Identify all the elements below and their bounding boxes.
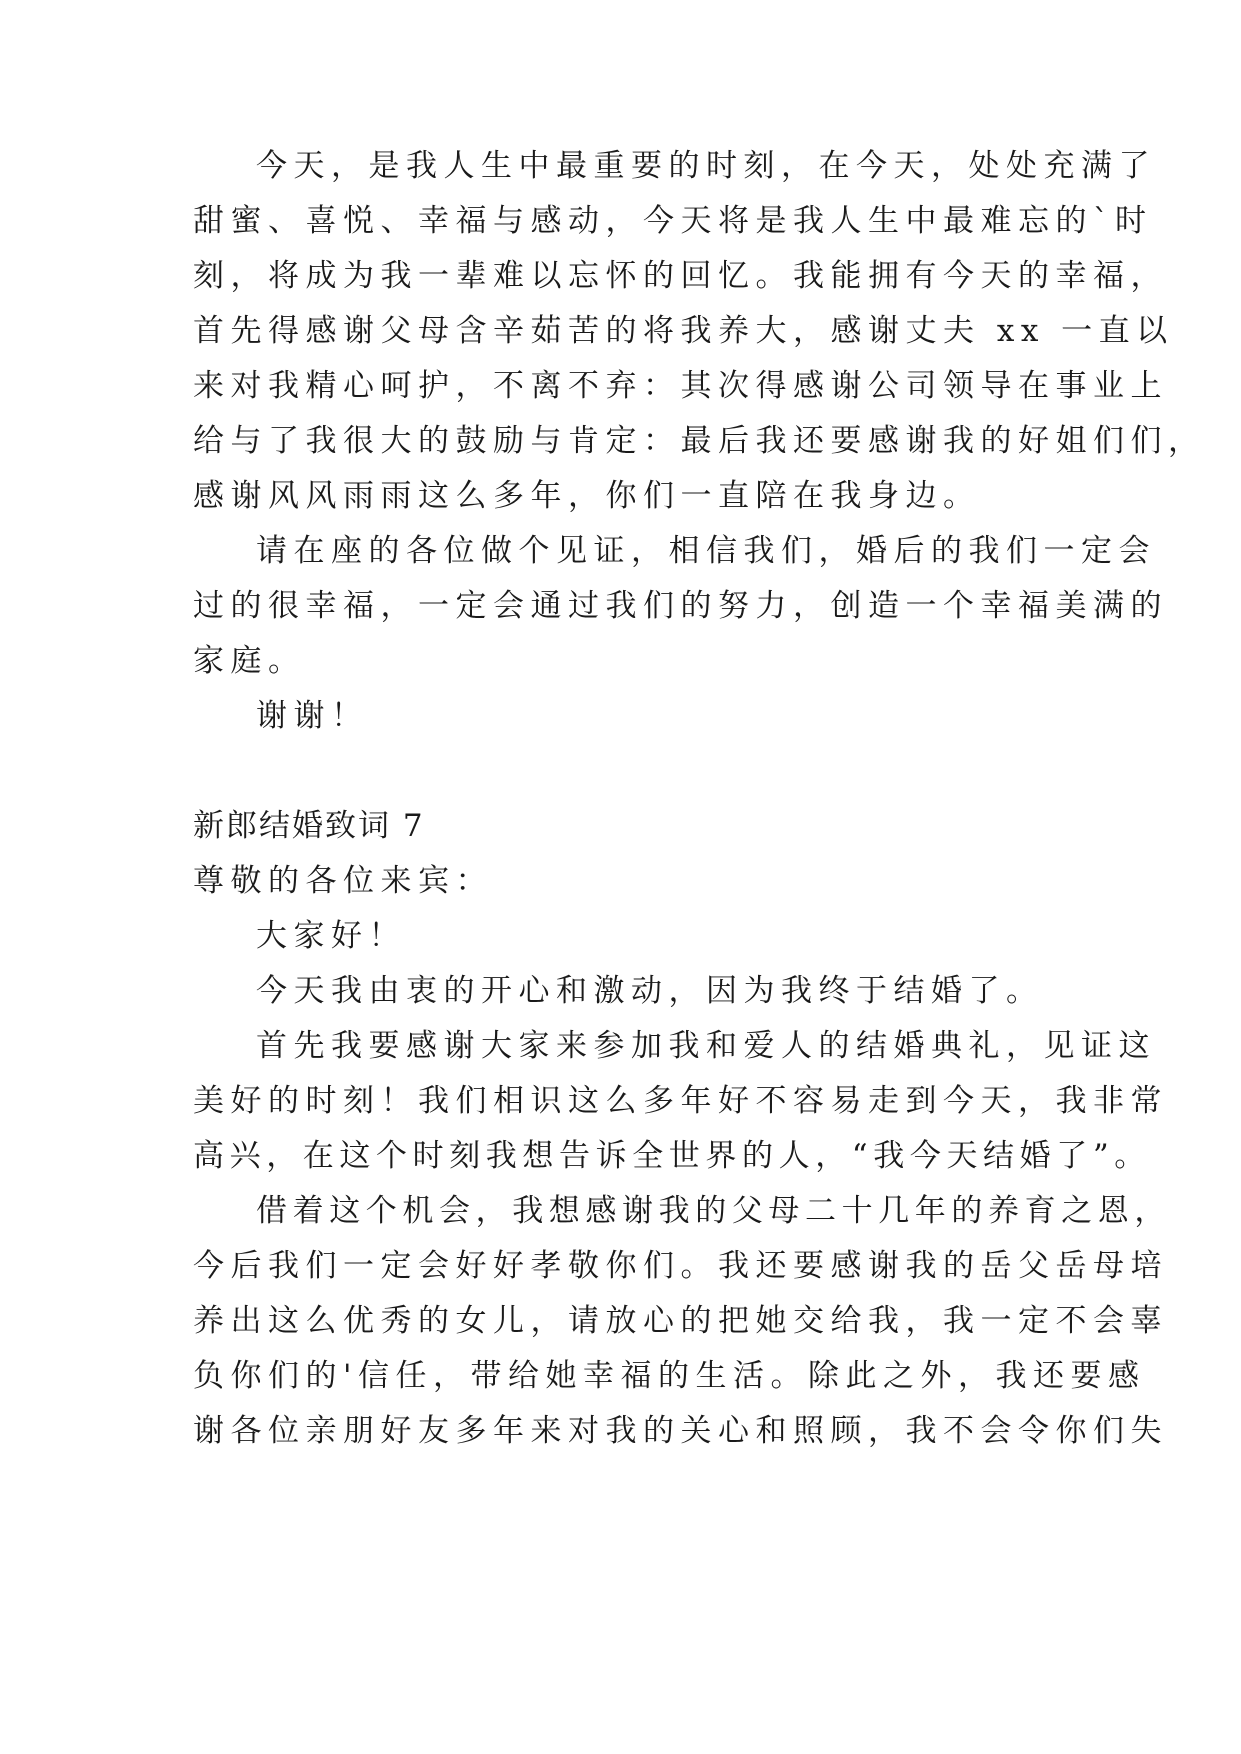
paragraph-line: 给与了我很大的鼓励与肯定：最后我还要感谢我的好姐们们， (193, 423, 1206, 459)
paragraph-line: 家庭。 (193, 643, 306, 679)
paragraph-line: 感谢风风雨雨这么多年，你们一直陪在我身边。 (193, 478, 981, 514)
paragraph-line: 负你们的'信任，带给她幸福的生活。除此之外，我还要感 (193, 1358, 1146, 1394)
paragraph-line: 首先我要感谢大家来参加我和爱人的结婚典礼，见证这 (256, 1028, 1156, 1064)
closing-line: 谢谢！ (256, 698, 369, 734)
paragraph-line: 借着这个机会，我想感谢我的父母二十几年的养育之恩， (256, 1193, 1171, 1229)
paragraph-line: 美好的时刻！我们相识这么多年好不容易走到今天，我非常 (193, 1083, 1168, 1119)
paragraph-line: 今天我由衷的开心和激动，因为我终于结婚了。 (256, 973, 1044, 1009)
paragraph-line: 今后我们一定会好好孝敬你们。我还要感谢我的岳父岳母培 (193, 1248, 1168, 1284)
salutation: 尊敬的各位来宾： (193, 863, 493, 899)
paragraph-line: 过的很幸福，一定会通过我们的努力，创造一个幸福美满的 (193, 588, 1168, 624)
paragraph-line: 请在座的各位做个见证，相信我们，婚后的我们一定会 (256, 533, 1156, 569)
paragraph-line: 高兴，在这个时刻我想告诉全世界的人，“我今天结婚了”。 (193, 1138, 1151, 1174)
paragraph-line: 谢各位亲朋好友多年来对我的关心和照顾，我不会令你们失 (193, 1413, 1168, 1449)
paragraph-line: 今天，是我人生中最重要的时刻，在今天，处处充满了 (256, 148, 1156, 184)
paragraph-line: 甜蜜、喜悦、幸福与感动，今天将是我人生中最难忘的`时 (193, 203, 1153, 239)
section-heading: 新郎结婚致词 7 (193, 808, 425, 844)
paragraph-line: 刻，将成为我一辈难以忘怀的回忆。我能拥有今天的幸福， (193, 258, 1168, 294)
paragraph-line: 养出这么优秀的女儿，请放心的把她交给我，我一定不会辜 (193, 1303, 1168, 1339)
greeting-line: 大家好！ (256, 918, 406, 954)
paragraph-line: 来对我精心呵护，不离不弃：其次得感谢公司领导在事业上 (193, 368, 1168, 404)
paragraph-line: 首先得感谢父母含辛茹苦的将我养大，感谢丈夫 xx 一直以 (193, 313, 1174, 349)
